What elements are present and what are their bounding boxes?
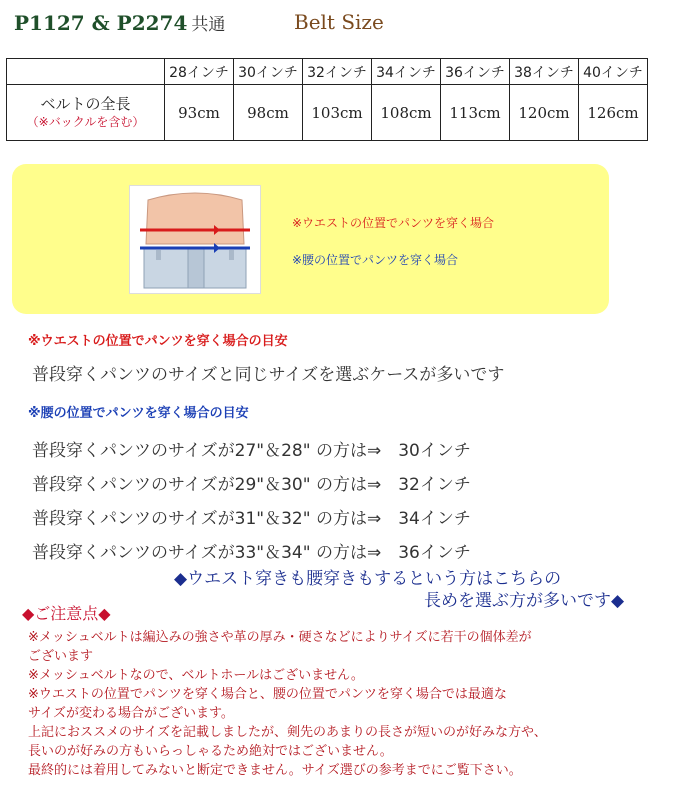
model-numbers: P1127 & P2274 — [14, 11, 188, 35]
caution-item: ございます — [28, 649, 94, 664]
caution-list — [28, 628, 668, 780]
shared-label: 共通 — [191, 15, 226, 35]
size-header: 28インチ — [165, 59, 234, 85]
hip-guide-row: 普段穿くパンツのサイズが27"＆28" の方は⇒ 30インチ — [32, 441, 471, 461]
hip-guide-heading: ※腰の位置でパンツを穿く場合の目安 — [28, 406, 249, 421]
size-header: 40インチ — [579, 59, 648, 85]
length-value: 113cm — [441, 85, 510, 141]
row-label-cell — [7, 85, 165, 141]
caution-item: 上記におススメのサイズを記載しましたが、剣先のあまりの長さが短いのが好みな方や、 — [28, 725, 547, 740]
size-header: 32インチ — [303, 59, 372, 85]
belt-loop — [156, 250, 161, 260]
belt-position-illustration — [129, 185, 261, 294]
caution-item: ※メッシュベルトは編込みの強さや革の厚み・硬さなどによりサイズに若干の個体差が — [28, 630, 532, 645]
waist-guide-text: 普段穿くパンツのサイズと同じサイズを選ぶケースが多いです — [32, 365, 505, 385]
row-label: ベルトの全長 — [40, 94, 131, 113]
caution-heading: ◆ご注意点◆ — [22, 604, 111, 623]
both-style-note-line1: ◆ウエスト穿きも腰穿きもするという方はこちらの — [174, 569, 562, 589]
caution-item: 長いのが好みの方もいらっしゃるため絶対ではございません。 — [28, 744, 393, 759]
length-value: 120cm — [510, 85, 579, 141]
size-length-row — [7, 85, 648, 141]
size-header: 30インチ — [234, 59, 303, 85]
highlight-panel — [12, 164, 609, 314]
torso-shape — [146, 193, 244, 244]
caution-item: ※ウエストの位置でパンツを穿く場合と、腰の位置でパンツを穿く場合では最適な — [28, 687, 507, 702]
hip-guide-row: 普段穿くパンツのサイズが29"＆30" の方は⇒ 32インチ — [32, 475, 471, 495]
length-value: 126cm — [579, 85, 648, 141]
row-note: （※バックルを含む） — [26, 114, 145, 129]
jeans-fly — [188, 248, 204, 288]
length-value: 93cm — [165, 85, 234, 141]
caution-item: サイズが変わる場合がございます。 — [28, 706, 234, 721]
size-header-row — [7, 59, 648, 85]
both-style-note-line2: 長めを選ぶ方が多いです◆ — [424, 591, 625, 611]
belt-loop — [229, 250, 234, 260]
page-title — [14, 10, 225, 35]
length-value: 108cm — [372, 85, 441, 141]
empty-corner-cell — [7, 59, 165, 85]
caution-item: 最終的には着用してみないと断定できません。サイズ選びの参考までにご覧下さい。 — [28, 763, 522, 778]
size-header: 34インチ — [372, 59, 441, 85]
hip-guide-row: 普段穿くパンツのサイズが33"＆34" の方は⇒ 36インチ — [32, 543, 471, 563]
length-value: 103cm — [303, 85, 372, 141]
belt-size-title: Belt Size — [294, 10, 384, 34]
waist-caption: ※ウエストの位置でパンツを穿く場合 — [292, 216, 495, 230]
size-header: 38インチ — [510, 59, 579, 85]
size-header: 36インチ — [441, 59, 510, 85]
hip-guide-row: 普段穿くパンツのサイズが31"＆32" の方は⇒ 34インチ — [32, 509, 471, 529]
length-value: 98cm — [234, 85, 303, 141]
waist-guide-heading: ※ウエストの位置でパンツを穿く場合の目安 — [28, 334, 288, 349]
caution-item: ※メッシュベルトなので、ベルトホールはございません。 — [28, 668, 364, 683]
size-table — [6, 58, 648, 141]
torso-diagram — [130, 186, 260, 293]
hip-caption: ※腰の位置でパンツを穿く場合 — [292, 253, 459, 267]
